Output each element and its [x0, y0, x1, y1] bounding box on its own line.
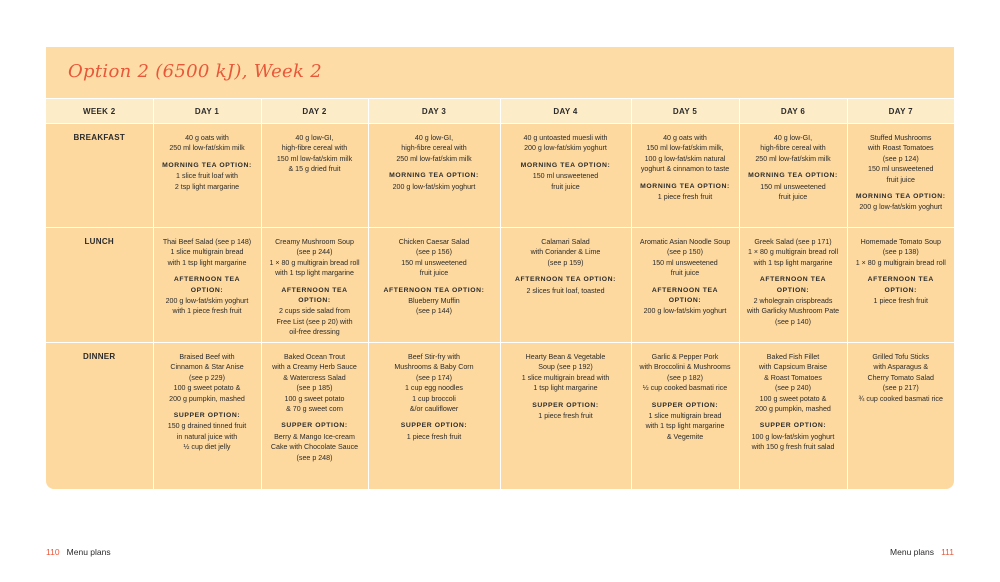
menu-cell: [153, 228, 261, 343]
menu-cell: [153, 343, 261, 490]
option-item-line: 1 slice multigrain bread: [648, 412, 722, 421]
menu-item-line: with Capsicum Braise: [758, 363, 828, 372]
menu-item-line: Aromatic Asian Noodle Soup: [639, 238, 731, 246]
menu-item-line: Chicken Caesar Salad: [398, 238, 470, 246]
meal-label: LUNCH: [46, 228, 153, 343]
menu-item-line: Hearty Bean & Vegetable: [525, 353, 606, 361]
week-header: WEEK 2: [46, 99, 153, 124]
menu-item-line: with Coriander & Lime: [530, 248, 601, 257]
option-item-line: (see p 248): [296, 453, 333, 462]
menu-item-line: (see p 156): [416, 248, 452, 257]
menu-plan-panel: [46, 47, 954, 489]
menu-cell: [739, 228, 847, 343]
menu-item-line: (see p 240): [775, 384, 811, 393]
menu-cell: [739, 124, 847, 228]
option-item-line: 1 piece fresh fruit: [538, 412, 593, 421]
menu-item-line: (see p 138): [882, 248, 919, 257]
menu-item-line: Soup (see p 192): [538, 363, 593, 372]
menu-item-line: with a Creamy Herb Sauce: [272, 363, 357, 372]
option-item-line: 2 tsp light margarine: [174, 182, 240, 191]
option-item-line: 2 slices fruit loaf, toasted: [526, 286, 605, 295]
option-heading: SUPPER OPTION:: [651, 401, 719, 409]
option-heading: SUPPER OPTION:: [759, 422, 827, 430]
option-item-line: fruit juice: [551, 182, 580, 191]
menu-item-line: 150 ml unsweetened: [401, 258, 467, 267]
menu-item-line: (see p 174): [416, 373, 452, 382]
option-heading: AFTERNOON TEA OPTION:: [759, 276, 827, 294]
menu-item-line: with Asparagus &: [873, 363, 929, 372]
menu-item-line: with 1 tsp light margarine: [167, 258, 247, 267]
menu-item-line: Garlic & Pepper Pork: [651, 353, 719, 361]
menu-item-line: 1 slice multigrain bread with: [521, 373, 610, 382]
option-item-line: & Vegemite: [666, 432, 704, 441]
menu-cell: [739, 343, 847, 490]
menu-item-line: (see p 182): [667, 373, 703, 382]
menu-cell: [368, 228, 500, 343]
menu-item-line: 100 g sweet potato: [284, 394, 345, 403]
menu-item-line: Calamari Salad: [541, 238, 590, 246]
menu-cell: [368, 124, 500, 228]
meal-row: [46, 124, 954, 228]
menu-item-line: 40 g oats with: [185, 134, 229, 142]
menu-item-line: 1 × 80 g multigrain bread roll: [269, 258, 360, 267]
option-item-line: 200 g low-fat/skim yoghurt: [165, 297, 249, 306]
option-heading: AFTERNOON TEA OPTION:: [173, 276, 241, 294]
menu-item-line: 100 g sweet potato &: [759, 394, 827, 403]
menu-item-line: (see p 159): [547, 258, 584, 267]
menu-item-line: (see p 217): [882, 384, 919, 393]
option-item-line: with 150 g fresh fruit salad: [751, 443, 835, 452]
day-header: DAY 7: [847, 99, 954, 124]
option-item-line: 150 g drained tinned fruit: [167, 422, 247, 431]
menu-item-line: 1 × 80 g multigrain bread roll: [855, 258, 946, 267]
menu-item-line: (see p 185): [296, 384, 333, 393]
menu-item-line: ½ cup cooked basmati rice: [642, 384, 728, 393]
option-heading: MORNING TEA OPTION:: [162, 161, 252, 169]
option-item-line: ½ cup diet jelly: [183, 443, 231, 452]
menu-item-line: 150 ml low-fat/skim milk,: [646, 144, 724, 153]
footer-left: [46, 547, 111, 557]
menu-item-line: Cherry Tomato Salad: [867, 373, 934, 382]
option-item-line: with 1 piece fresh fruit: [172, 307, 242, 316]
menu-item-line: 100 g sweet potato &: [173, 384, 241, 393]
meal-label: DINNER: [83, 352, 116, 361]
menu-item-line: 40 g oats with: [663, 134, 707, 142]
option-item-line: 200 g low-fat/skim yoghurt: [392, 182, 476, 191]
page-title: Option 2 (6500 kJ), Week 2: [68, 61, 322, 82]
section-label-left: Menu plans: [66, 547, 111, 557]
menu-cell: [261, 228, 368, 343]
day-header: DAY 4: [500, 99, 631, 124]
menu-item-line: 1 tsp light margarine: [533, 384, 598, 393]
menu-item-line: Baked Ocean Trout: [283, 353, 346, 361]
menu-item-line: 40 g low-GI,: [414, 134, 454, 142]
menu-item-line: Beef Stir-fry with: [407, 353, 461, 361]
menu-item-line: high-fibre cereal with: [401, 144, 467, 153]
footer-right: [890, 547, 954, 557]
menu-item-line: & Watercress Salad: [283, 373, 346, 382]
title-bar: [46, 47, 954, 98]
option-heading: MORNING TEA OPTION:: [520, 161, 611, 169]
menu-item-line: high-fibre cereal with: [760, 144, 826, 153]
day-header: DAY 2: [261, 99, 368, 124]
menu-item-line: Thai Beef Salad (see p 148): [162, 238, 252, 246]
menu-item-line: fruit juice: [670, 269, 700, 278]
meal-label: BREAKFAST: [46, 124, 153, 228]
option-item-line: 2 wholegrain crispbreads: [753, 297, 833, 306]
menu-item-line: Stuffed Mushrooms: [870, 134, 932, 142]
option-item-line: in natural juice with: [176, 432, 238, 441]
menu-item-line: (see p 124): [882, 154, 919, 163]
menu-cell: [631, 343, 739, 490]
option-item-line: oil-free dressing: [289, 328, 340, 337]
menu-cell: [261, 343, 368, 490]
menu-cell: [631, 124, 739, 228]
menu-item-line: with 1 tsp light margarine: [753, 258, 833, 267]
option-heading: AFTERNOON TEA OPTION:: [514, 276, 617, 284]
header-row: [46, 99, 954, 124]
option-heading: AFTERNOON TEA OPTION:: [383, 286, 485, 294]
section-label-right: Menu plans: [890, 547, 934, 557]
option-item-line: 100 g low-fat/skim yoghurt: [751, 432, 835, 441]
menu-item-line: Cinnamon & Star Anise: [170, 363, 244, 372]
menu-item-line: Homemade Tomato Soup: [860, 238, 941, 246]
menu-cell: [847, 343, 954, 490]
menu-item-line: ¾ cup cooked basmati rice: [858, 394, 943, 403]
menu-cell: [847, 124, 954, 228]
day-header: DAY 5: [631, 99, 739, 124]
option-heading: SUPPER OPTION:: [173, 412, 241, 420]
menu-cell: [500, 124, 631, 228]
menu-item-line: Greek Salad (see p 171): [754, 238, 832, 246]
menu-item-line: fruit juice: [419, 269, 449, 278]
option-heading: SUPPER OPTION:: [532, 401, 599, 409]
option-item-line: with 1 tsp light margarine: [645, 422, 725, 431]
option-item-line: Cake with Chocolate Sauce: [270, 443, 359, 452]
day-header: DAY 1: [153, 99, 261, 124]
menu-item-line: 250 ml low-fat/skim milk: [755, 154, 831, 163]
menu-item-line: 250 ml low-fat/skim milk: [396, 154, 472, 163]
option-item-line: 200 g low-fat/skim yoghurt: [643, 307, 727, 316]
option-item-line: (see p 140): [775, 317, 811, 326]
menu-item-line: 40 g low-GI,: [773, 134, 813, 142]
option-item-line: (see p 144): [416, 307, 452, 316]
option-item-line: 1 piece fresh fruit: [406, 432, 462, 441]
option-item-line: Blueberry Muffin: [408, 297, 460, 306]
option-item-line: 1 piece fresh fruit: [657, 193, 713, 202]
menu-cell: [631, 228, 739, 343]
option-heading: AFTERNOON TEA OPTION:: [867, 276, 934, 294]
option-item-line: 200 g low-fat/skim yoghurt: [859, 203, 943, 212]
menu-item-line: Baked Fish Fillet: [766, 353, 820, 361]
menu-item-line: 200 g pumpkin, mashed: [755, 405, 831, 414]
menu-item-line: with Roast Tomatoes: [867, 144, 934, 153]
meal-row: [46, 343, 954, 490]
menu-cell: [153, 124, 261, 228]
option-item-line: Berry & Mango Ice-cream: [274, 432, 355, 441]
menu-item-line: 40 g low-GI,: [295, 134, 334, 142]
menu-item-line: Braised Beef with: [179, 353, 235, 361]
menu-item-line: 1 slice multigrain bread: [170, 248, 244, 257]
menu-item-line: yoghurt & cinnamon to taste: [640, 165, 730, 174]
page-number-right: 111: [941, 547, 954, 557]
option-item-line: 150 ml unsweetened: [532, 172, 599, 181]
day-header: DAY 6: [739, 99, 847, 124]
menu-cell: [261, 124, 368, 228]
menu-item-line: 200 g pumpkin, mashed: [169, 394, 245, 403]
option-item-line: fruit juice: [778, 193, 808, 202]
option-heading: MORNING TEA OPTION:: [855, 193, 946, 201]
menu-item-line: &/or cauliflower: [409, 405, 459, 414]
menu-item-line: & 15 g dried fruit: [288, 165, 341, 174]
menu-item-line: with 1 tsp light margarine: [275, 269, 354, 278]
menu-item-line: 1 cup broccoli: [412, 394, 456, 403]
menu-cell: [500, 343, 631, 490]
menu-item-line: 40 g untoasted muesli with: [523, 134, 608, 142]
meal-row: [46, 228, 954, 343]
menu-item-line: 1 cup egg noodles: [405, 384, 463, 393]
menu-item-line: (see p 229): [189, 373, 225, 382]
option-heading: MORNING TEA OPTION:: [748, 172, 838, 180]
menu-item-line: Mushrooms & Baby Corn: [394, 363, 474, 372]
option-item-line: 1 piece fresh fruit: [873, 297, 928, 306]
option-heading: SUPPER OPTION:: [281, 422, 348, 430]
menu-cell: [368, 343, 500, 490]
menu-item-line: fruit juice: [886, 175, 915, 184]
option-item-line: 2 cups side salad from: [279, 307, 350, 316]
page-number-left: 110: [46, 547, 60, 557]
menu-item-line: & Roast Tomatoes: [764, 373, 822, 382]
menu-item-line: 250 ml low-fat/skim milk: [169, 144, 245, 153]
option-heading: SUPPER OPTION:: [400, 422, 468, 430]
menu-item-line: 150 ml low-fat/skim milk: [276, 154, 353, 163]
menu-item-line: Creamy Mushroom Soup: [275, 238, 354, 246]
day-header: DAY 3: [368, 99, 500, 124]
menu-table: [46, 98, 954, 489]
option-item-line: 150 ml unsweetened: [760, 182, 826, 191]
menu-item-line: with Broccolini & Mushrooms: [639, 363, 731, 372]
option-heading: AFTERNOON TEA OPTION:: [281, 286, 348, 305]
option-item-line: Free List (see p 20) with: [276, 317, 353, 326]
option-item-line: 1 slice fruit loaf with: [176, 172, 238, 181]
menu-item-line: Grilled Tofu Sticks: [872, 353, 930, 361]
menu-cell: [847, 228, 954, 343]
option-item-line: with Garlicky Mushroom Pate: [746, 307, 840, 316]
menu-item-line: (see p 150): [667, 248, 703, 257]
menu-item-line: (see p 244): [296, 248, 333, 257]
menu-item-line: high-fibre cereal with: [281, 144, 348, 153]
option-heading: MORNING TEA OPTION:: [389, 172, 479, 180]
menu-item-line: 1 × 80 g multigrain bread roll: [747, 248, 839, 257]
menu-item-line: 150 ml unsweetened: [868, 165, 934, 174]
menu-cell: [500, 228, 631, 343]
menu-item-line: 150 ml unsweetened: [652, 258, 718, 267]
menu-item-line: & 70 g sweet corn: [286, 405, 343, 414]
option-heading: AFTERNOON TEA OPTION:: [651, 286, 719, 305]
option-heading: MORNING TEA OPTION:: [640, 182, 730, 190]
menu-item-line: 200 g low-fat/skim yoghurt: [524, 144, 607, 153]
menu-item-line: 100 g low-fat/skim natural: [644, 154, 726, 163]
